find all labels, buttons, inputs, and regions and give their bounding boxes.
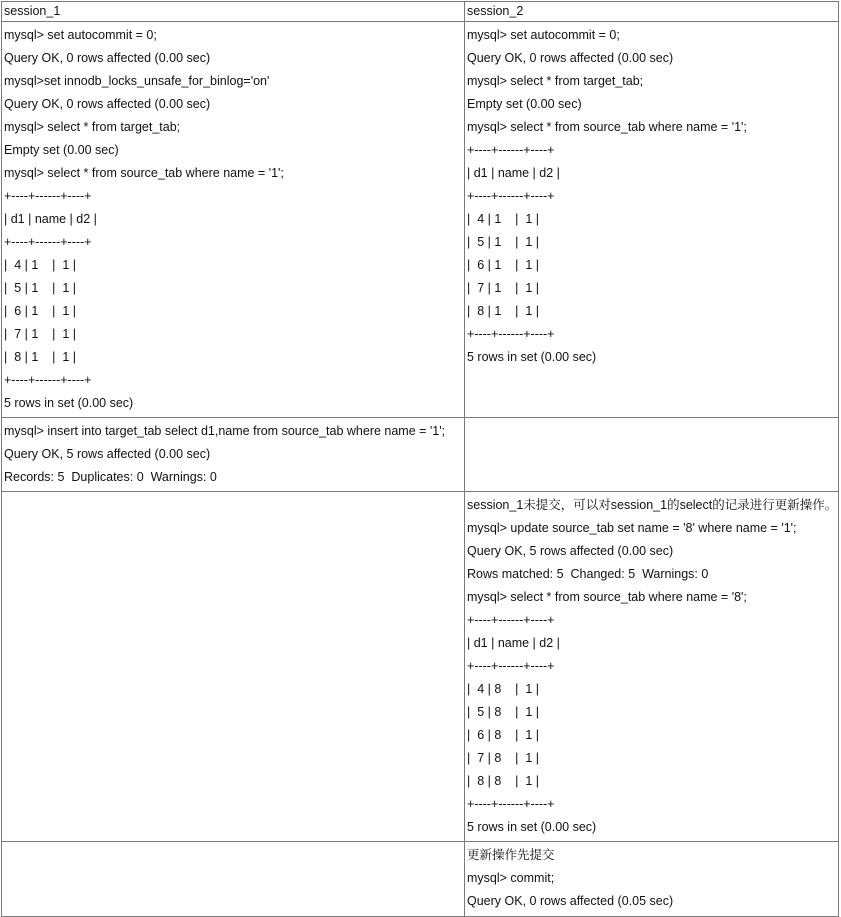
console-line: | 4 | 1 | 1 |	[467, 212, 540, 226]
console-line: | 5 | 1 | 1 |	[4, 281, 77, 295]
session-1-cell	[2, 492, 465, 842]
console-line: +----+------+----+	[4, 373, 92, 387]
console-line: Empty set (0.00 sec)	[467, 97, 582, 111]
console-line: | 6 | 1 | 1 |	[467, 258, 540, 272]
console-line: | 4 | 8 | 1 |	[467, 682, 540, 696]
console-line: mysql> select * from source_tab where name = '8';	[467, 590, 747, 604]
console-line: +----+------+----+	[4, 235, 92, 249]
console-line: Query OK, 5 rows affected (0.00 sec)	[4, 447, 211, 461]
table-row	[2, 22, 839, 418]
console-line: | 8 | 1 | 1 |	[467, 304, 540, 318]
console-line: | 7 | 1 | 1 |	[4, 327, 77, 341]
table-row	[2, 842, 839, 917]
console-line: +----+------+----+	[467, 659, 555, 673]
console-line: 5 rows in set (0.00 sec)	[467, 350, 597, 364]
console-line: | d1 | name | d2 |	[467, 166, 560, 180]
session-2-cell	[465, 418, 839, 492]
console-line: Rows matched: 5 Changed: 5 Warnings: 0	[467, 567, 709, 581]
header-row	[2, 2, 839, 22]
console-line: mysql> update source_tab set name = '8' where name = '1';	[467, 521, 797, 535]
console-line: mysql> insert into target_tab select d1,name from source_tab where name = '1';	[4, 424, 446, 438]
console-line: Query OK, 5 rows affected (0.00 sec)	[467, 544, 674, 558]
console-line: Query OK, 0 rows affected (0.00 sec)	[4, 51, 211, 65]
table-row	[2, 492, 839, 842]
console-line: +----+------+----+	[467, 613, 555, 627]
console-line: mysql> select * from source_tab where name = '1';	[4, 166, 284, 180]
console-line: | 7 | 1 | 1 |	[467, 281, 540, 295]
console-line: mysql>set innodb_locks_unsafe_for_binlog='on'	[4, 74, 270, 88]
console-line: +----+------+----+	[4, 189, 92, 203]
console-line: | 6 | 8 | 1 |	[467, 728, 540, 742]
session-1-cell	[2, 418, 465, 492]
console-line: 5 rows in set (0.00 sec)	[467, 820, 597, 834]
console-line: | 8 | 8 | 1 |	[467, 774, 540, 788]
console-line: Query OK, 0 rows affected (0.00 sec)	[467, 51, 674, 65]
console-line: mysql> set autocommit = 0;	[4, 28, 157, 42]
console-line: | 5 | 8 | 1 |	[467, 705, 540, 719]
console-line: Query OK, 0 rows affected (0.05 sec)	[467, 894, 674, 908]
table-row	[2, 418, 839, 492]
console-line: +----+------+----+	[467, 143, 555, 157]
console-line: | 8 | 1 | 1 |	[4, 350, 77, 364]
console-line: | 6 | 1 | 1 |	[4, 304, 77, 318]
session-2-cell	[465, 842, 839, 917]
console-line: +----+------+----+	[467, 797, 555, 811]
console-line: Records: 5 Duplicates: 0 Warnings: 0	[4, 470, 217, 484]
console-line: | d1 | name | d2 |	[4, 212, 97, 226]
session-2-cell	[465, 492, 839, 842]
console-line: mysql> select * from target_tab;	[467, 74, 644, 88]
console-line: | 7 | 8 | 1 |	[467, 751, 540, 765]
session-1-cell	[2, 22, 465, 418]
header-session-2: session_2	[465, 2, 839, 22]
console-line: | d1 | name | d2 |	[467, 636, 560, 650]
console-line: 5 rows in set (0.00 sec)	[4, 396, 134, 410]
console-line: mysql> set autocommit = 0;	[467, 28, 620, 42]
console-line: mysql> select * from source_tab where name = '1';	[467, 120, 747, 134]
console-line: +----+------+----+	[467, 189, 555, 203]
session-1-cell	[2, 842, 465, 917]
console-line: 更新操作先提交	[467, 848, 555, 862]
header-session-1: session_1	[2, 2, 465, 22]
console-line: | 4 | 1 | 1 |	[4, 258, 77, 272]
console-line: session_1未提交，可以对session_1的select的记录进行更新操作。	[467, 498, 838, 512]
console-line: Empty set (0.00 sec)	[4, 143, 119, 157]
console-line: | 5 | 1 | 1 |	[467, 235, 540, 249]
session-comparison-table	[1, 1, 839, 917]
console-line: +----+------+----+	[467, 327, 555, 341]
session-2-cell	[465, 22, 839, 418]
console-line: mysql> select * from target_tab;	[4, 120, 181, 134]
console-line: Query OK, 0 rows affected (0.00 sec)	[4, 97, 211, 111]
console-line: mysql> commit;	[467, 871, 555, 885]
